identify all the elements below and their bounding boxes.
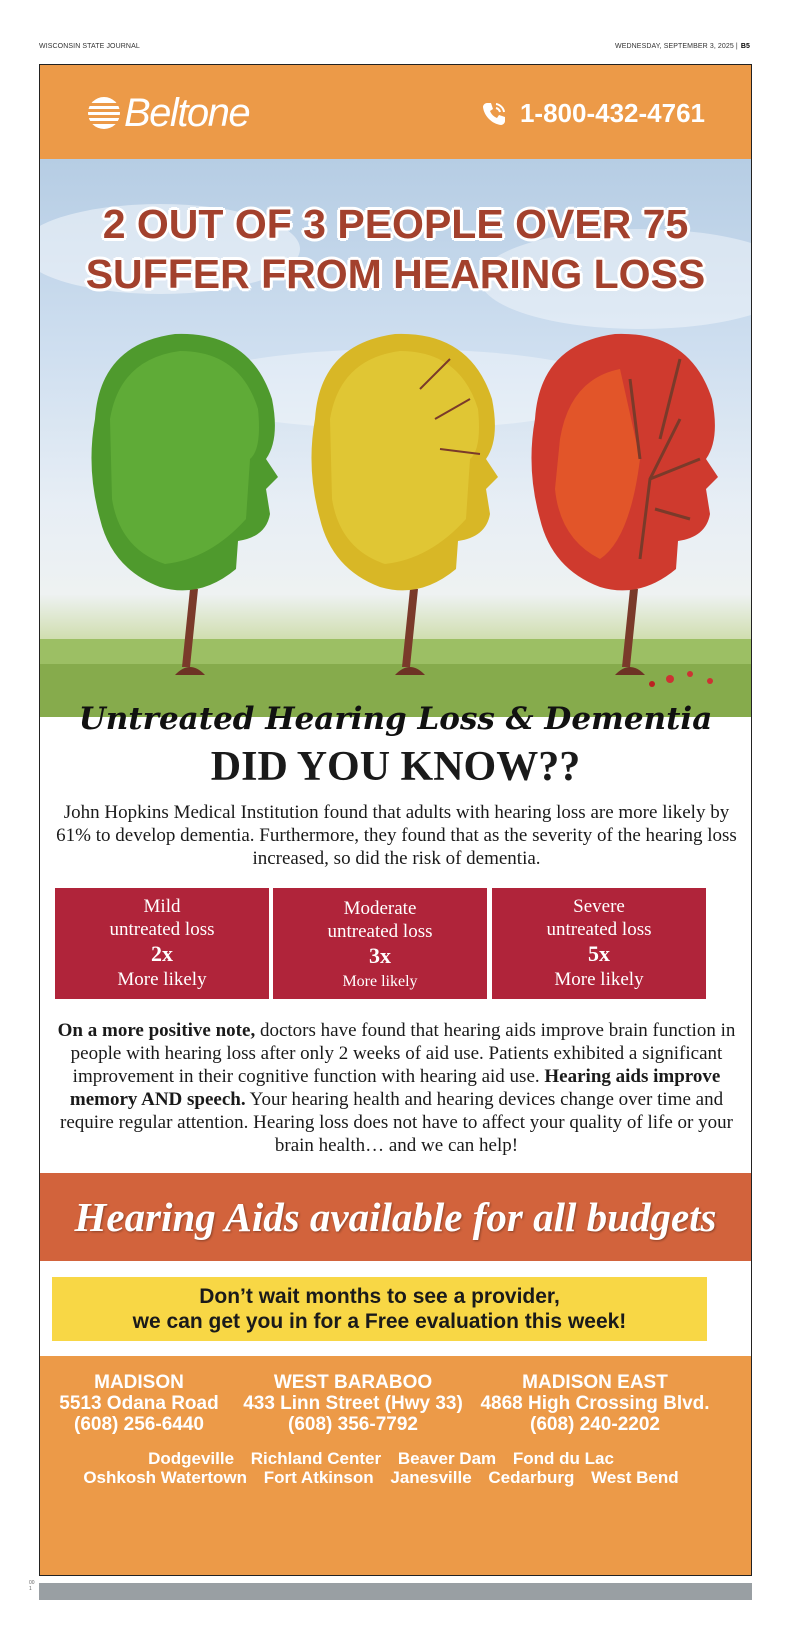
stat-moderate: [273, 888, 487, 999]
location-phone[interactable]: (608) 240-2202: [530, 1414, 660, 1435]
hero-headline: [40, 199, 751, 299]
publication-name: WISCONSIN STATE JOURNAL: [39, 43, 140, 50]
stat-note: More likely: [342, 973, 418, 990]
additional-towns: [40, 1449, 722, 1487]
stat-severe: [492, 888, 706, 999]
location-madison-east: [468, 1372, 722, 1435]
stats-row: [55, 888, 706, 999]
town: West Bend: [591, 1468, 679, 1487]
date-text: WEDNESDAY, SEPTEMBER 3, 2025 |: [615, 43, 738, 50]
stat-multiplier: 2x: [151, 941, 173, 966]
location-madison: [40, 1372, 238, 1435]
free-evaluation-box: [52, 1277, 707, 1341]
towns-row-2: [40, 1468, 722, 1487]
body-lead: On a more positive note,: [57, 1020, 256, 1041]
print-code-line-2: 1: [29, 1586, 32, 1592]
headline-line-2: SUFFER FROM HEARING LOSS: [85, 251, 706, 297]
stat-level: Moderate: [343, 898, 417, 919]
location-city: WEST BARABOO: [273, 1372, 433, 1393]
town: Janesville: [390, 1468, 472, 1487]
stat-multiplier: 3x: [369, 943, 391, 968]
stat-level: Mild: [143, 896, 181, 917]
phone-number: 1-800-432-4761: [519, 98, 705, 128]
masthead-date: [615, 43, 750, 50]
body-part-2: Your hearing health and hearing devices change over time and require regular attention. Hearing loss does not have to affect your quality of life or your brain health… and we can help!: [60, 1089, 733, 1156]
green-tree-head: [91, 334, 278, 675]
town: Richland Center: [250, 1449, 382, 1468]
town: Cedarburg: [488, 1468, 575, 1487]
print-code-line-1: 00: [29, 1580, 35, 1586]
page-number: B5: [740, 43, 750, 50]
location-address: 433 Linn Street (Hwy 33): [243, 1393, 463, 1414]
town: Beaver Dam: [397, 1449, 497, 1468]
town: Dodgeville: [148, 1449, 235, 1468]
towns-row-1: [40, 1449, 722, 1468]
did-you-know-heading: DID YOU KNOW??: [210, 744, 581, 790]
hero-image: [40, 159, 751, 717]
location-phone[interactable]: (608) 256-6440: [74, 1414, 204, 1435]
article-subhead: Untreated Hearing Loss & Dementia: [78, 701, 713, 737]
evaluation-line-1: Don’t wait months to see a provider,: [199, 1285, 560, 1308]
headline-line-1: 2 OUT OF 3 PEOPLE OVER 75: [102, 201, 689, 247]
stat-label: untreated loss: [109, 919, 215, 940]
location-west-baraboo: [238, 1372, 468, 1435]
budget-text: Hearing Aids available for all budgets: [74, 1194, 717, 1240]
beltone-globe-icon: [86, 95, 122, 131]
phone-number-link[interactable]: [480, 98, 705, 129]
stat-label: untreated loss: [546, 919, 652, 940]
intro-paragraph: John Hopkins Medical Institution found that adults with hearing loss are more likely by 61% to develop dementia. Furthermore, they found that as the severity of the hearing loss increased, so did the risk of dementia.: [56, 802, 737, 869]
body-part-1: doctors have found that hearing aids improve brain function in people with hearing loss after only 2 weeks of aid use. Patients exhibited a significant improvement in their cognitive function with hearing aid use.: [70, 1020, 736, 1087]
footer-bar: [39, 1583, 752, 1600]
brand-name: Beltone: [124, 90, 250, 135]
phone-icon: [480, 100, 508, 128]
stat-note: More likely: [554, 969, 644, 990]
town: Fort Atkinson: [263, 1468, 374, 1487]
budget-banner: [40, 1173, 751, 1261]
body-paragraph: [54, 1019, 739, 1157]
masthead: [39, 43, 750, 55]
red-tree-head: [531, 334, 718, 687]
stat-mild: [55, 888, 269, 999]
stat-label: untreated loss: [327, 921, 433, 942]
brand-bar: [40, 65, 751, 159]
stat-level: Severe: [573, 896, 625, 917]
yellow-tree-head: [311, 334, 498, 675]
town: Oshkosh Watertown: [83, 1468, 248, 1487]
print-code: [29, 1580, 35, 1592]
beltone-advertisement: [39, 64, 752, 1576]
location-address: 4868 High Crossing Blvd.: [480, 1393, 710, 1414]
beltone-logo[interactable]: [86, 91, 249, 135]
stat-note: More likely: [117, 969, 207, 990]
location-city: MADISON EAST: [522, 1372, 668, 1393]
town: Fond du Lac: [512, 1449, 614, 1468]
location-address: 5513 Odana Road: [59, 1393, 219, 1414]
evaluation-line-2: we can get you in for a Free evaluation this week!: [132, 1310, 627, 1333]
stat-multiplier: 5x: [588, 941, 610, 966]
locations-section: [40, 1356, 751, 1576]
location-phone[interactable]: (608) 356-7792: [288, 1414, 418, 1435]
location-city: MADISON: [94, 1372, 184, 1393]
body-emphasis: Hearing aids improve memory AND speech.: [69, 1066, 721, 1110]
